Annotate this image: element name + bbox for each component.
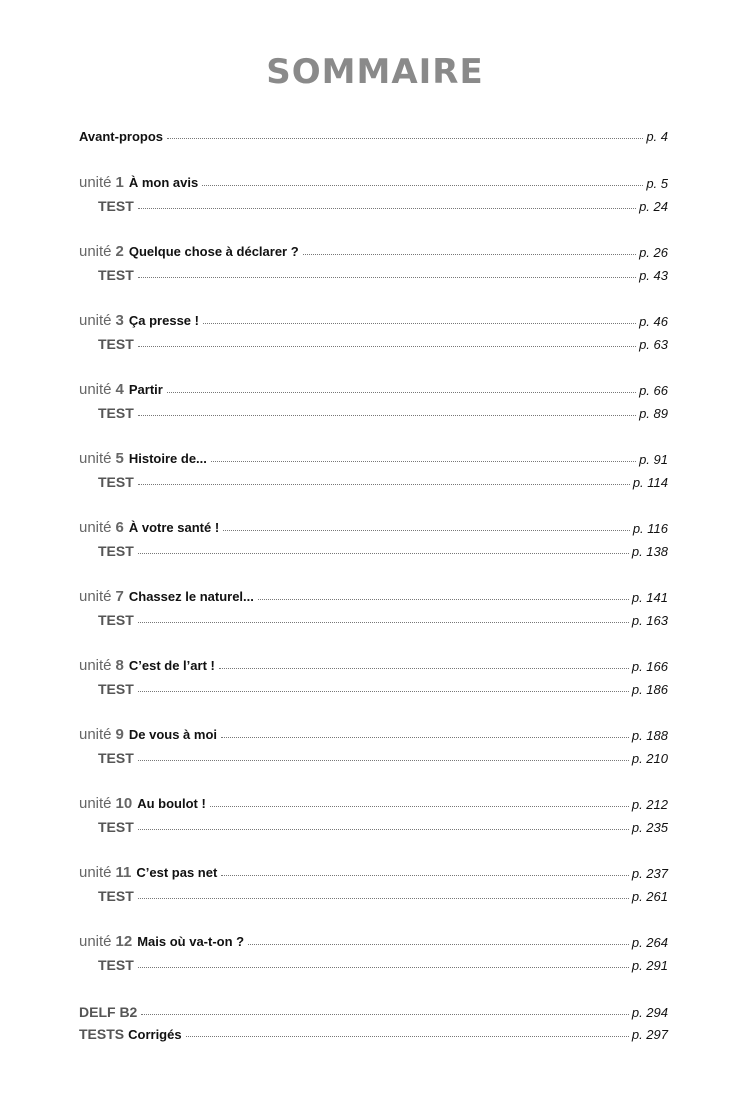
page-title: SOMMAIRE [266, 52, 484, 92]
toc-entry-test[interactable] [98, 815, 668, 835]
test-label: TEST [98, 198, 134, 214]
toc-entry-delf[interactable] [79, 1000, 668, 1020]
unit-number: 9 [115, 726, 124, 743]
dot-leader [138, 484, 630, 485]
page-number: p. 5 [646, 176, 668, 191]
test-label: TEST [98, 543, 134, 559]
unit-title: C’est pas net [136, 865, 218, 880]
test-label: TEST [98, 888, 134, 904]
page-number: p. 24 [639, 199, 668, 214]
toc-entry-test[interactable] [98, 539, 668, 559]
toc-entry-test[interactable] [98, 401, 668, 421]
page-number: p. 212 [631, 797, 668, 812]
unit-number: 6 [115, 519, 124, 536]
dot-leader [221, 875, 629, 876]
dot-leader [211, 461, 636, 462]
toc-entry-unit[interactable] [79, 585, 668, 605]
unit-title: À votre santé ! [128, 520, 220, 535]
toc-entry-test[interactable] [98, 263, 668, 283]
entry-suffix: Corrigés [128, 1027, 182, 1042]
toc-entry-unit[interactable] [79, 516, 668, 536]
page-number: p. 114 [632, 475, 668, 490]
toc-entry-test[interactable] [98, 746, 668, 766]
dot-leader [138, 346, 636, 347]
unit-number: 5 [115, 450, 124, 467]
dot-leader [138, 760, 629, 761]
page-number: p. 163 [631, 613, 668, 628]
entry-label: DELF B2 [79, 1004, 138, 1020]
page-number: p. 297 [631, 1027, 668, 1042]
toc-entry-test[interactable] [98, 194, 668, 214]
unit-word: unité [79, 588, 112, 605]
dot-leader [202, 185, 643, 186]
unit-word: unité [79, 933, 112, 950]
unit-number: 1 [115, 174, 124, 191]
page-number: p. 63 [639, 337, 668, 352]
unit-title: Histoire de... [128, 451, 207, 466]
toc-entry-unit[interactable] [79, 654, 668, 674]
page-number: p. 91 [639, 452, 668, 467]
unit-word: unité [79, 450, 112, 467]
page-number: p. 210 [631, 751, 668, 766]
unit-word: unité [79, 381, 112, 398]
test-label: TEST [98, 405, 134, 421]
test-label: TEST [98, 474, 134, 490]
unit-number: 8 [115, 657, 124, 674]
dot-leader [167, 392, 636, 393]
toc-entry-unit[interactable] [79, 861, 668, 881]
page-number: p. 235 [631, 820, 668, 835]
unit-title: Mais où va-t-on ? [137, 934, 245, 949]
page-number: p. 66 [639, 383, 668, 398]
dot-leader [248, 944, 629, 945]
toc-entry-unit[interactable] [79, 792, 668, 812]
page-number: p. 188 [631, 728, 668, 743]
dot-leader [221, 737, 629, 738]
page-number: p. 237 [631, 866, 668, 881]
page-number: p. 4 [646, 129, 668, 144]
dot-leader [167, 138, 643, 139]
unit-number: 12 [115, 933, 133, 950]
toc-entry-test[interactable] [98, 953, 668, 973]
dot-leader [223, 530, 630, 531]
toc-entry-unit[interactable] [79, 930, 668, 950]
page-number: p. 264 [631, 935, 668, 950]
unit-title: Chassez le naturel... [128, 589, 254, 604]
unit-title: À mon avis [128, 175, 199, 190]
unit-title: Ça presse ! [128, 313, 199, 328]
unit-title: Quelque chose à déclarer ? [128, 244, 299, 259]
unit-title: Au boulot ! [137, 796, 206, 811]
entry-label: TESTS [79, 1026, 125, 1042]
page-number: p. 291 [631, 958, 668, 973]
page-number: p. 43 [639, 268, 668, 283]
test-label: TEST [98, 819, 134, 835]
toc-entry-unit[interactable] [79, 378, 668, 398]
page-number: p. 186 [631, 682, 668, 697]
dot-leader [210, 806, 629, 807]
test-label: TEST [98, 336, 134, 352]
dot-leader [303, 254, 636, 255]
page-number: p. 141 [631, 590, 668, 605]
unit-number: 10 [115, 795, 133, 812]
page-number: p. 116 [632, 521, 668, 536]
dot-leader [138, 553, 629, 554]
dot-leader [186, 1036, 629, 1037]
page-number: p. 89 [639, 406, 668, 421]
unit-number: 11 [115, 864, 132, 881]
page-number: p. 26 [639, 245, 668, 260]
unit-title: De vous à moi [128, 727, 218, 742]
toc-entry-test[interactable] [98, 470, 668, 490]
toc-entry-avant-propos[interactable] [79, 124, 668, 144]
toc-entry-unit[interactable] [79, 723, 668, 743]
unit-title: Partir [128, 382, 163, 397]
page-number: p. 166 [631, 659, 668, 674]
unit-number: 3 [115, 312, 124, 329]
unit-word: unité [79, 795, 112, 812]
unit-word: unité [79, 519, 112, 536]
test-label: TEST [98, 957, 134, 973]
unit-number: 7 [115, 588, 124, 605]
toc-entry-unit[interactable] [79, 171, 668, 191]
test-label: TEST [98, 750, 134, 766]
unit-word: unité [79, 174, 112, 191]
toc-entry-unit[interactable] [79, 240, 668, 260]
dot-leader [138, 967, 629, 968]
unit-number: 2 [115, 243, 124, 260]
unit-word: unité [79, 726, 112, 743]
dot-leader [138, 277, 636, 278]
page-number: p. 138 [631, 544, 668, 559]
unit-word: unité [79, 657, 112, 674]
unit-word: unité [79, 243, 112, 260]
dot-leader [141, 1014, 629, 1015]
unit-title: C’est de l’art ! [128, 658, 215, 673]
toc-entry-test[interactable] [98, 332, 668, 352]
toc-entry-test[interactable] [98, 884, 668, 904]
dot-leader [138, 208, 636, 209]
page-number: p. 294 [631, 1005, 668, 1020]
toc-entry-tests-corriges[interactable] [79, 1022, 668, 1042]
dot-leader [258, 599, 629, 600]
unit-word: unité [79, 312, 112, 329]
test-label: TEST [98, 267, 134, 283]
toc-entry-test[interactable] [98, 608, 668, 628]
toc-entry-unit[interactable] [79, 447, 668, 467]
dot-leader [203, 323, 636, 324]
dot-leader [219, 668, 629, 669]
test-label: TEST [98, 681, 134, 697]
dot-leader [138, 898, 629, 899]
toc-entry-test[interactable] [98, 677, 668, 697]
page-number: p. 261 [631, 889, 668, 904]
entry-label: Avant-propos [79, 129, 164, 144]
dot-leader [138, 829, 629, 830]
page-number: p. 46 [639, 314, 668, 329]
toc-entry-unit[interactable] [79, 309, 668, 329]
test-label: TEST [98, 612, 134, 628]
dot-leader [138, 622, 629, 623]
unit-word: unité [79, 864, 112, 881]
dot-leader [138, 415, 636, 416]
unit-number: 4 [115, 381, 124, 398]
dot-leader [138, 691, 629, 692]
